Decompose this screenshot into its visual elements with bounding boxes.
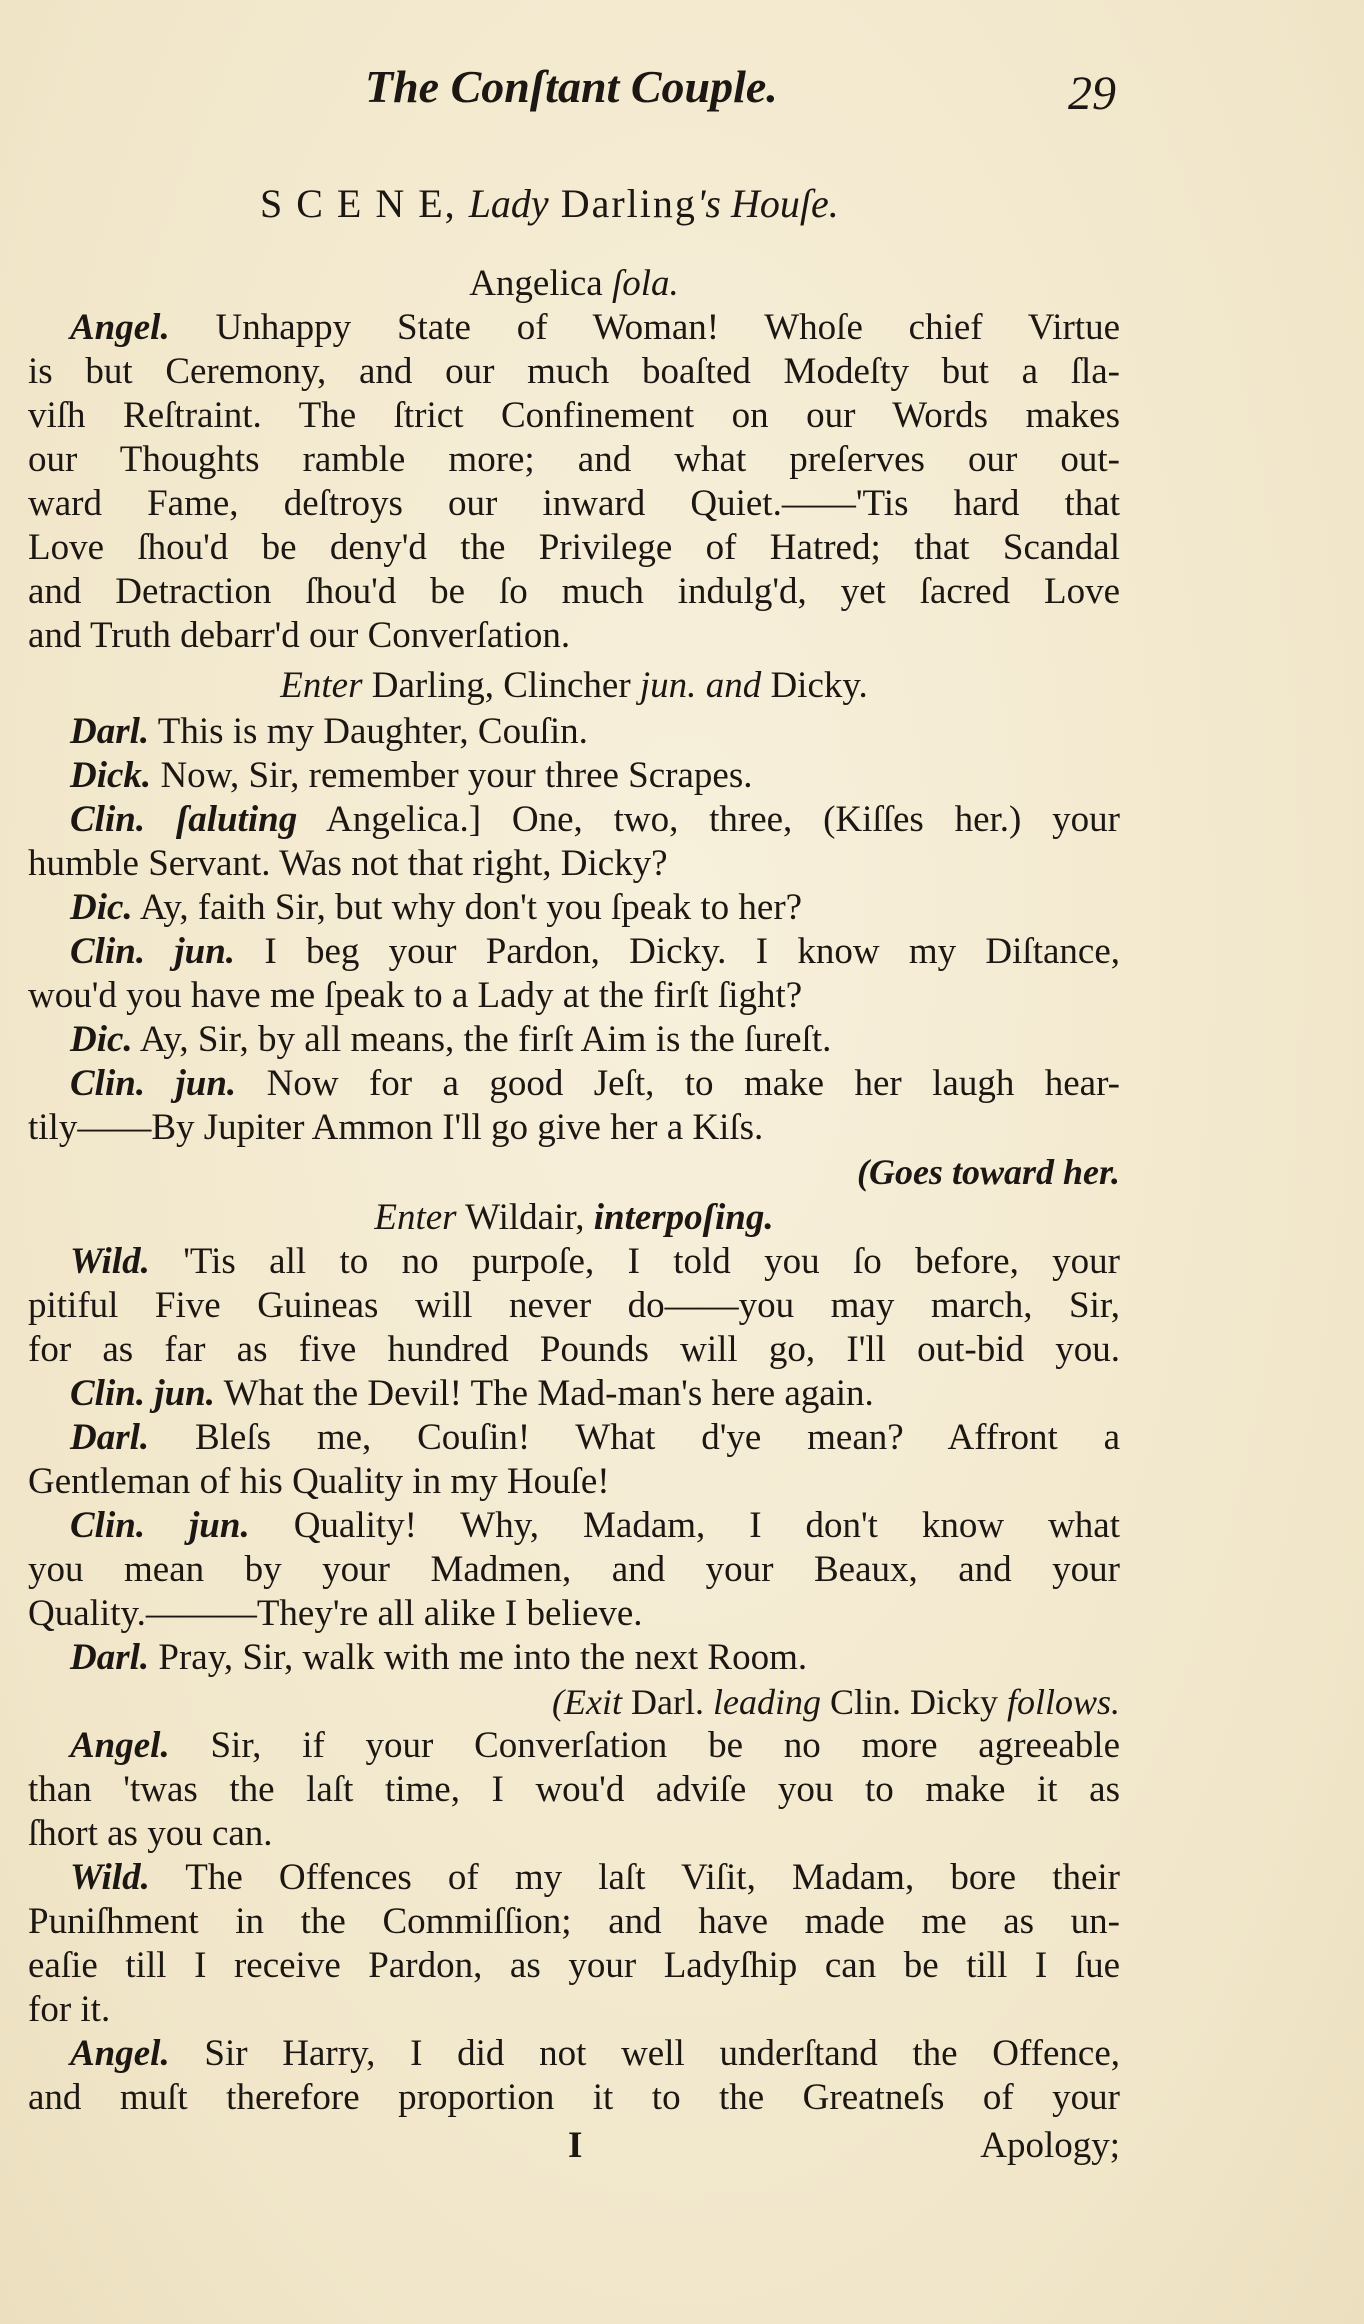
enter-word: Enter [280, 665, 363, 706]
dialogue-text: Sir, if your Converſation be no more agreeable [210, 1725, 1120, 1766]
dialogue-line [28, 1062, 1120, 1106]
dialogue-line [28, 754, 1120, 798]
speaker: Dic. [70, 1019, 133, 1060]
signature-mark: I [568, 2125, 583, 2166]
dialogue-line: eaſie till I receive Pardon, as your Ladyſhip can be till I ſue [28, 1945, 1120, 1986]
dialogue-line [28, 1504, 1120, 1548]
dialogue-line: you mean by your Madmen, and your Beaux, and your [28, 1549, 1120, 1590]
stage-direction-angelica [28, 262, 1120, 306]
speaker: Clin. jun. [70, 931, 236, 972]
dialogue-line: and muſt therefore proportion it to the Greatneſs of your [28, 2077, 1120, 2118]
scene-where-post: 's Houſe. [696, 181, 839, 226]
speaker: Angel. [70, 307, 170, 348]
dialogue-line [28, 886, 1120, 930]
stage-note: ſola. [611, 263, 679, 304]
stage-direction-goes [28, 1150, 1120, 1194]
scene-label: S C E N E, [260, 181, 457, 226]
dialogue-line: than 'twas the laſt time, I wou'd adviſe you to make it as [28, 1769, 1120, 1810]
stage-clin: Clin. Dicky [829, 1682, 998, 1722]
scene-where-pre: Lady [468, 181, 549, 226]
enter-word: Enter [374, 1197, 457, 1238]
stage-direction-enter [28, 664, 1120, 708]
speaker: Clin. jun. [70, 1063, 237, 1104]
dialogue-text: Sir Harry, I did not well underſtand the Offence, [204, 2033, 1120, 2074]
speaker: Darl. [70, 711, 150, 752]
dialogue-line: pitiful Five Guineas will never do——you may march, Sir, [28, 1285, 1120, 1326]
dialogue-line [28, 1372, 1120, 1416]
dialogue-text: This is my Daughter, Couſin. [157, 711, 588, 752]
dialogue-line: for as far as five hundred Pounds will go, I'll out-bid you. [28, 1329, 1120, 1370]
speaker: Clin. [70, 799, 146, 840]
page-number: 29 [1068, 67, 1116, 120]
dialogue-text: Ay, Sir, by all means, the firſt Aim is the ſureſt. [139, 1019, 832, 1060]
leading-word: leading [712, 1682, 821, 1722]
dialogue-line: for it. [28, 1989, 111, 2030]
dialogue-text: 'Tis all to no purpoſe, I told you ſo before, your [183, 1241, 1120, 1282]
speaker: Wild. [70, 1241, 150, 1282]
stage-dicky: Dicky. [770, 665, 868, 706]
dialogue-line: tily——By Jupiter Ammon I'll go give her a Kiſs. [28, 1107, 764, 1148]
dialogue-text: The Offences of my laſt Viſit, Madam, bore their [185, 1857, 1120, 1898]
dialogue-text: Angelica.] One, two, three, (Kiſſes her.) your [325, 799, 1120, 840]
stage-name: Darl. [631, 1682, 704, 1722]
speech-line: Love ſhou'd be deny'd the Privilege of Hatred; that Scandal [28, 527, 1120, 568]
stage-direction-wildair [28, 1196, 1120, 1240]
speaker: Darl. [70, 1417, 150, 1458]
speaker: Clin. jun. [70, 1373, 216, 1414]
stage-names: Darling, Clincher [371, 665, 631, 706]
stage-direction-exit [28, 1680, 1120, 1724]
dialogue-line [28, 930, 1120, 974]
dialogue-text: I beg your Pardon, Dicky. I know my Diſtance, [264, 931, 1120, 972]
dialogue-text: Now for a good Jeſt, to make her laugh hear- [266, 1063, 1120, 1104]
dialogue-line: humble Servant. Was not that right, Dicky? [28, 843, 668, 884]
scene-heading [260, 180, 839, 227]
stage-name: Angelica [469, 263, 603, 304]
exit-word: (Exit [552, 1682, 623, 1722]
dialogue-line: Gentleman of his Quality in my Houſe! [28, 1461, 610, 1502]
dialogue-line [28, 1856, 1120, 1900]
dialogue-line [28, 2032, 1120, 2076]
speech-line [28, 306, 1120, 350]
dialogue-line: Quality.———They're all alike I believe. [28, 1593, 643, 1634]
dialogue-line [28, 1240, 1120, 1284]
dialogue-text: Bleſs me, Couſin! What d'ye mean? Affront a [194, 1417, 1120, 1458]
dialogue-line [28, 1018, 1120, 1062]
speaker: Clin. jun. [70, 1505, 250, 1546]
speech-line: and Truth debarr'd our Converſation. [28, 615, 571, 656]
speaker: Wild. [70, 1857, 150, 1898]
stage-name: Wildair, [465, 1197, 585, 1238]
dialogue-line [28, 1416, 1120, 1460]
speech-line: viſh Reſtraint. The ſtrict Confinement on our Words makes [28, 395, 1120, 436]
stage-note: interpoſing. [593, 1197, 774, 1238]
dialogue-line [28, 1636, 1120, 1680]
speech-text: Unhappy State of Woman! Whoſe chief Virtue [215, 307, 1120, 348]
speaker: Dick. [70, 755, 152, 796]
catchword: Apology; [980, 2125, 1120, 2166]
stage-jun: jun. [639, 665, 697, 706]
running-head: The Conſtant Couple. [365, 61, 778, 112]
dialogue-text: Ay, faith Sir, but why don't you ſpeak to her? [139, 887, 803, 928]
speaker: Angel. [70, 2033, 170, 2074]
scene-name: Darling [560, 181, 697, 226]
dialogue-line: wou'd you have me ſpeak to a Lady at the firſt ſight? [28, 975, 803, 1016]
speech-line: our Thoughts ramble more; and what preſerves our out- [28, 439, 1120, 480]
speaker: Dic. [70, 887, 133, 928]
dialogue-text: What the Devil! The Mad-man's here again. [223, 1373, 874, 1414]
dialogue-line [28, 1724, 1120, 1768]
dialogue-text: Quality! Why, Madam, I don't know what [293, 1505, 1120, 1546]
speaker: Angel. [70, 1725, 170, 1766]
exit-direction [552, 1680, 1120, 1724]
dialogue-text: Now, Sir, remember your three Scrapes. [160, 755, 753, 796]
dialogue-text: Pray, Sir, walk with me into the next Room. [158, 1637, 808, 1678]
speech-line: and Detraction ſhou'd be ſo much indulg'd, yet ſacred Love [28, 571, 1120, 612]
dialogue-line [28, 710, 1120, 754]
speech-line: ward Fame, deſtroys our inward Quiet.——'Tis hard that [28, 483, 1120, 524]
dialogue-line: ſhort as you can. [28, 1813, 273, 1854]
speech-line: is but Ceremony, and our much boaſted Modeſty but a ſla- [28, 351, 1120, 392]
dialogue-line [28, 798, 1120, 842]
aside: ſaluting [175, 799, 298, 840]
stage-and: and [705, 665, 762, 706]
speaker: Darl. [70, 1637, 150, 1678]
dialogue-line: Puniſhment in the Commiſſion; and have made me as un- [28, 1901, 1120, 1942]
stage-text: (Goes toward her. [856, 1152, 1120, 1192]
follows-word: follows. [1006, 1682, 1120, 1722]
